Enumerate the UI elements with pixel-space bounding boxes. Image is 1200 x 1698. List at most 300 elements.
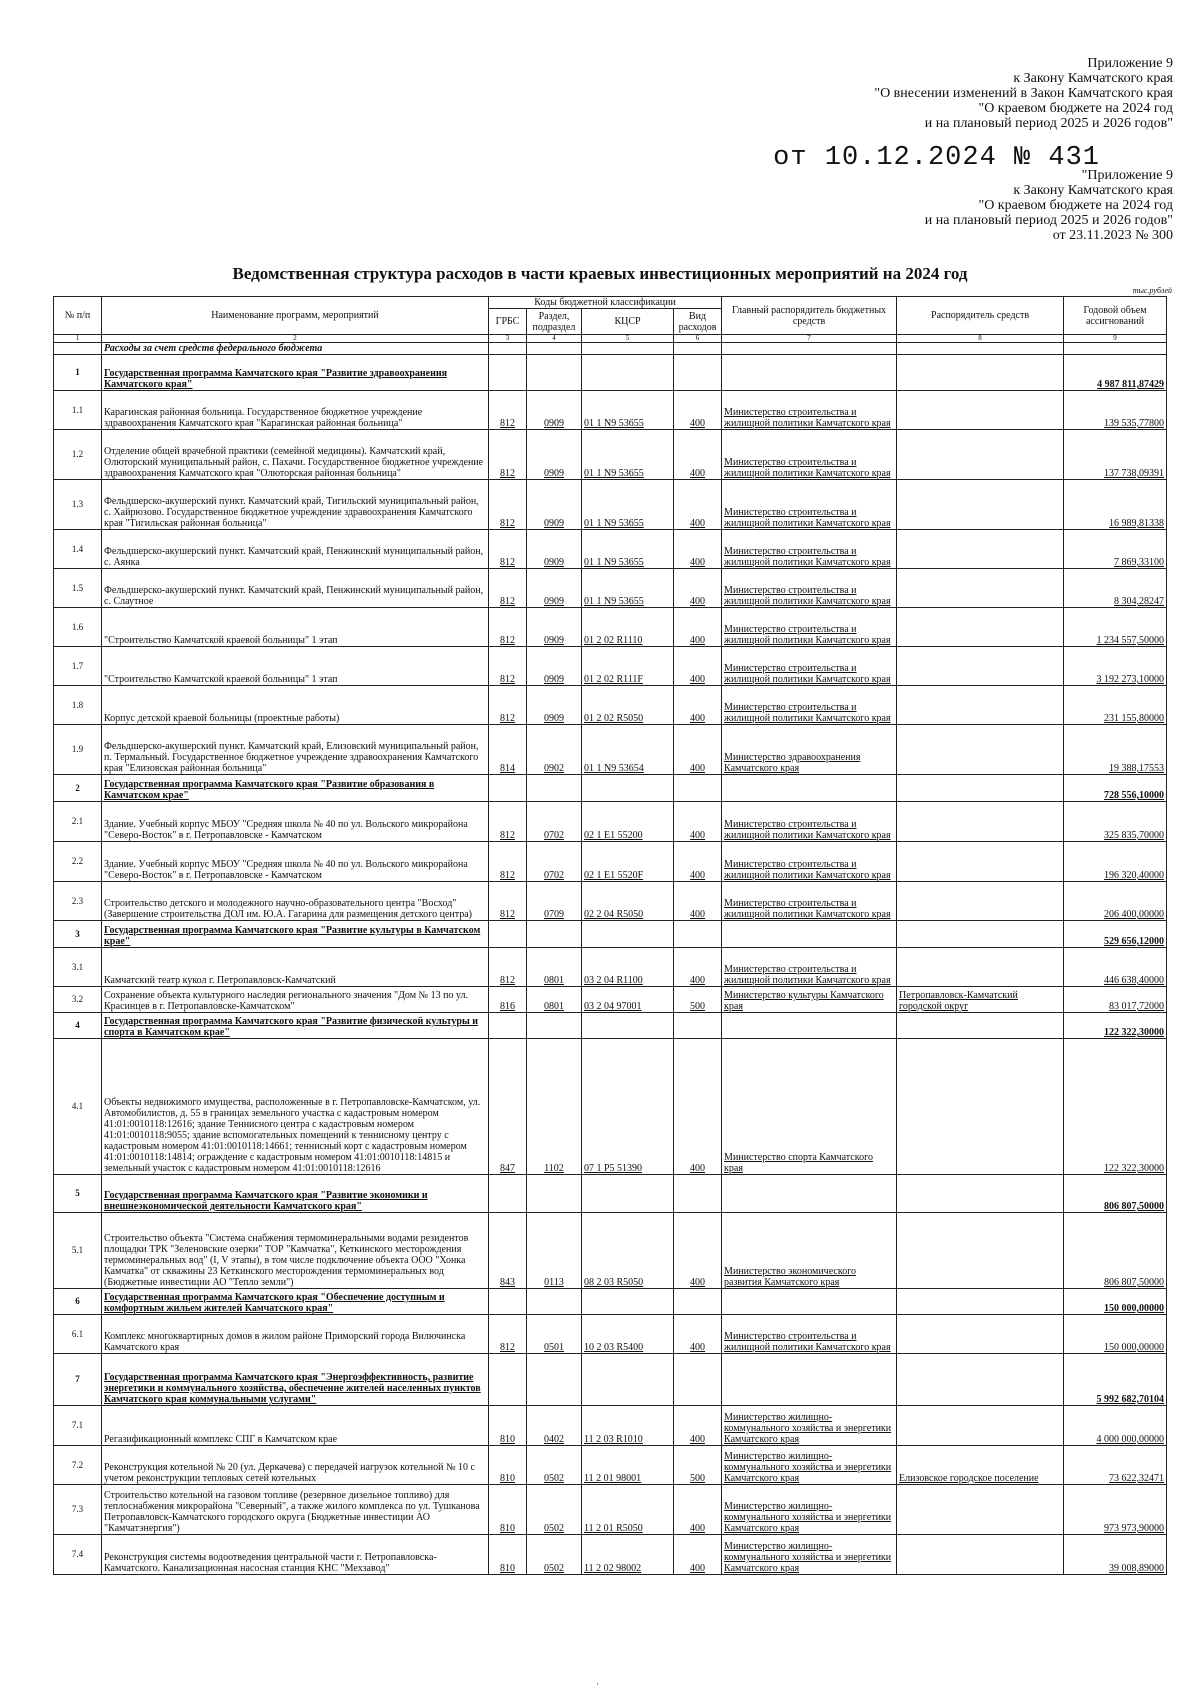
row-volume: 446 638,40000 — [1064, 948, 1167, 987]
col-kcsr: КЦСР — [582, 309, 674, 335]
row-volume: 4 000 000,00000 — [1064, 1406, 1167, 1446]
row-manager — [897, 1175, 1064, 1213]
table-row — [54, 1213, 1167, 1289]
row-volume: 73 622,32471 — [1064, 1446, 1167, 1485]
appendix-line: "О внесении изменений в Закон Камчатского края — [874, 86, 1173, 101]
row-name: "Строительство Камчатской краевой больницы" 1 этап — [102, 608, 489, 647]
row-manager — [897, 775, 1064, 802]
row-main-manager — [722, 775, 897, 802]
row-number: 5 — [54, 1175, 102, 1213]
row-name: Здание. Учебный корпус МБОУ "Средняя школа № 40 по ул. Вольского микрорайона "Северо-Восток" в г. Петропавловске - Камчатском — [102, 802, 489, 842]
row-name: Строительство котельной на газовом топливе (резервное дизельное топливо) для теплоснабжения микрорайона "Северный", а также жилого комплекса по ул. Тушканова Петропавловск-Камчатского городского округа (Бюджетные инвестиции АО "Камчатэнергия") — [102, 1485, 489, 1535]
row-grbs: 812 — [489, 480, 527, 530]
row-section: 0909 — [527, 430, 582, 480]
row-manager — [897, 802, 1064, 842]
column-index-row — [54, 335, 1167, 343]
row-name: "Строительство Камчатской краевой больницы" 1 этап — [102, 647, 489, 686]
row-manager — [897, 1213, 1064, 1289]
row-kcsr: 01 1 N9 53655 — [582, 530, 674, 569]
row-name: Государственная программа Камчатского края "Энергоэффективность, развитие энергетики и коммунального хозяйства, обеспечение жителей населенных пунктов Камчатского края коммунальными услугами" — [102, 1354, 489, 1406]
program-row — [54, 775, 1167, 802]
row-volume: 137 738,09391 — [1064, 430, 1167, 480]
col-main-manager: Главный распорядитель бюджетных средств — [722, 297, 897, 335]
row-kcsr — [582, 921, 674, 948]
row-main-manager: Министерство строительства и жилищной политики Камчатского края — [722, 802, 897, 842]
row-volume: 231 155,80000 — [1064, 686, 1167, 725]
row-main-manager: Министерство экономического развития Камчатского края — [722, 1213, 897, 1289]
row-grbs: 810 — [489, 1485, 527, 1535]
row-name: Реконструкция котельной № 20 (ул. Деркачева) с передачей нагрузок котельной № 10 с учетом реконструкции тепловых сетей котельных — [102, 1446, 489, 1485]
row-vid: 500 — [674, 1446, 722, 1485]
table-row — [54, 430, 1167, 480]
row-name: Государственная программа Камчатского края "Обеспечение доступным и комфортным жильем жителей Камчатского края" — [102, 1289, 489, 1315]
col-grbs: ГРБС — [489, 309, 527, 335]
row-section: 0909 — [527, 686, 582, 725]
prior-appendix-line: от 23.11.2023 № 300 — [1052, 228, 1173, 243]
row-kcsr — [582, 1289, 674, 1315]
row-section — [527, 1013, 582, 1039]
row-main-manager: Министерство строительства и жилищной политики Камчатского края — [722, 530, 897, 569]
row-kcsr: 01 1 N9 53655 — [582, 480, 674, 530]
budget-table — [53, 296, 1167, 1575]
row-manager — [897, 1406, 1064, 1446]
row-section: 0909 — [527, 391, 582, 430]
document-title: Ведомственная структура расходов в части краевых инвестиционных мероприятий на 2024 год — [232, 264, 968, 283]
row-grbs: 812 — [489, 842, 527, 882]
row-volume: 728 556,10000 — [1064, 775, 1167, 802]
row-volume: 8 304,28247 — [1064, 569, 1167, 608]
column-index: 8 — [897, 335, 1064, 343]
row-grbs: 812 — [489, 569, 527, 608]
row-manager: Елизовское городское поселение — [897, 1446, 1064, 1485]
row-volume: 83 017,72000 — [1064, 987, 1167, 1013]
row-manager — [897, 882, 1064, 921]
row-grbs — [489, 921, 527, 948]
row-kcsr: 11 2 03 R1010 — [582, 1406, 674, 1446]
row-main-manager — [722, 1175, 897, 1213]
row-volume: 5 992 682,70104 — [1064, 1354, 1167, 1406]
row-manager — [897, 1289, 1064, 1315]
row-number: 2 — [54, 775, 102, 802]
row-vid: 400 — [674, 647, 722, 686]
row-section — [527, 355, 582, 391]
table-row — [54, 1039, 1167, 1175]
row-grbs: 812 — [489, 1315, 527, 1354]
program-row — [54, 921, 1167, 948]
row-section: 0902 — [527, 725, 582, 775]
row-main-manager: Министерство спорта Камчатского края — [722, 1039, 897, 1175]
row-manager — [897, 569, 1064, 608]
row-grbs: 810 — [489, 1406, 527, 1446]
row-main-manager: Министерство здравоохранения Камчатского края — [722, 725, 897, 775]
row-main-manager — [722, 1354, 897, 1406]
row-number: 4.1 — [54, 1039, 102, 1175]
row-name: Карагинская районная больница. Государственное бюджетное учреждение здравоохранения Камчатского края "Карагинская районная больница" — [102, 391, 489, 430]
row-manager — [897, 1039, 1064, 1175]
row-kcsr — [582, 775, 674, 802]
row-name: Государственная программа Камчатского края "Развитие физической культуры и спорта в Камчатском крае" — [102, 1013, 489, 1039]
row-kcsr: 01 1 N9 53655 — [582, 430, 674, 480]
row-vid — [674, 775, 722, 802]
program-row — [54, 1354, 1167, 1406]
row-volume: 529 656,12000 — [1064, 921, 1167, 948]
row-vid: 400 — [674, 391, 722, 430]
row-number: 1.3 — [54, 480, 102, 530]
column-index: 6 — [674, 335, 722, 343]
row-kcsr: 07 1 P5 51390 — [582, 1039, 674, 1175]
row-main-manager: Министерство строительства и жилищной политики Камчатского края — [722, 686, 897, 725]
col-section: Раздел, подраздел — [527, 309, 582, 335]
row-volume: 122 322,30000 — [1064, 1039, 1167, 1175]
row-vid — [674, 1354, 722, 1406]
row-section: 0909 — [527, 608, 582, 647]
row-number: 1.2 — [54, 430, 102, 480]
row-kcsr — [582, 355, 674, 391]
row-manager — [897, 686, 1064, 725]
row-volume: 7 869,33100 — [1064, 530, 1167, 569]
row-kcsr: 02 2 04 R5050 — [582, 882, 674, 921]
row-volume: 150 000,00000 — [1064, 1315, 1167, 1354]
row-manager — [897, 921, 1064, 948]
row-number: 2.1 — [54, 802, 102, 842]
row-vid: 400 — [674, 882, 722, 921]
row-number: 7.3 — [54, 1485, 102, 1535]
table-row — [54, 1406, 1167, 1446]
row-name: Корпус детской краевой больницы (проектные работы) — [102, 686, 489, 725]
row-volume: 206 400,00000 — [1064, 882, 1167, 921]
row-section: 0402 — [527, 1406, 582, 1446]
table-row — [54, 987, 1167, 1013]
row-volume: 806 807,50000 — [1064, 1213, 1167, 1289]
column-index: 7 — [722, 335, 897, 343]
row-vid: 400 — [674, 948, 722, 987]
row-manager — [897, 1535, 1064, 1575]
row-grbs — [489, 775, 527, 802]
appendix-header — [874, 56, 1173, 131]
row-grbs: 810 — [489, 1446, 527, 1485]
row-vid: 400 — [674, 802, 722, 842]
row-name: Государственная программа Камчатского края "Развитие экономики и внешнеэкономической деятельности Камчатского края" — [102, 1175, 489, 1213]
table-row — [54, 569, 1167, 608]
row-name: Государственная программа Камчатского края "Развитие образования в Камчатском крае" — [102, 775, 489, 802]
row-grbs: 812 — [489, 882, 527, 921]
col-volume: Годовой объем ассигнований — [1064, 297, 1167, 335]
table-row — [54, 530, 1167, 569]
row-grbs: 816 — [489, 987, 527, 1013]
row-section: 0501 — [527, 1315, 582, 1354]
row-section — [527, 1289, 582, 1315]
row-number: 2.3 — [54, 882, 102, 921]
row-grbs — [489, 1289, 527, 1315]
row-main-manager: Министерство жилищно-коммунального хозяйства и энергетики Камчатского края — [722, 1485, 897, 1535]
column-index: 4 — [527, 335, 582, 343]
column-index: 1 — [54, 335, 102, 343]
row-number: 3.2 — [54, 987, 102, 1013]
row-vid: 400 — [674, 569, 722, 608]
row-name: Объекты недвижимого имущества, расположенные в г. Петропавловске-Камчатском, ул. Автомобилистов, д. 55 в границах земельного участка с кадастровым номером 41:01:0010118:12616; здание Теннисного центра с кадастровым номером 41:01:0010118:9055; здание вспомогательных помещений к теннисному центру с кадастровым номером 41:01:0010118:14661; теннисный корт с кадастровым номером 41:01:0010118:14814; ограждение с кадастровым номером 41:01:0010118:14815 и земельный участок с кадастровым номером 41:01:0010118:12616 — [102, 1039, 489, 1175]
row-main-manager — [722, 1013, 897, 1039]
prior-appendix-line: "Приложение 9 — [1081, 168, 1173, 183]
row-volume: 196 320,40000 — [1064, 842, 1167, 882]
row-grbs — [489, 1175, 527, 1213]
row-name: Фельдшерско-акушерский пункт. Камчатский край, Елизовский муниципальный район, п. Термальный. Государственное бюджетное учреждение здравоохранения Камчатского края "Елизовская районная больница" — [102, 725, 489, 775]
section-title: Расходы за счет средств федерального бюджета — [102, 343, 489, 355]
table-body — [54, 335, 1167, 1575]
row-section: 0909 — [527, 569, 582, 608]
page-mark: ˈ — [596, 1682, 600, 1693]
row-manager — [897, 842, 1064, 882]
program-row — [54, 1289, 1167, 1315]
row-main-manager — [722, 355, 897, 391]
row-number: 1.5 — [54, 569, 102, 608]
row-vid — [674, 355, 722, 391]
row-number: 1.8 — [54, 686, 102, 725]
row-section: 0801 — [527, 987, 582, 1013]
row-name: Камчатский театр кукол г. Петропавловск-Камчатский — [102, 948, 489, 987]
col-name: Наименование программ, мероприятий — [102, 297, 489, 335]
row-number: 3.1 — [54, 948, 102, 987]
row-volume: 3 192 273,10000 — [1064, 647, 1167, 686]
column-index: 2 — [102, 335, 489, 343]
row-grbs — [489, 1354, 527, 1406]
row-main-manager — [722, 1289, 897, 1315]
row-volume: 122 322,30000 — [1064, 1013, 1167, 1039]
row-main-manager: Министерство жилищно-коммунального хозяйства и энергетики Камчатского края — [722, 1406, 897, 1446]
row-name: Фельдшерско-акушерский пункт. Камчатский край, Пенжинский муниципальный район, с. Слаутное — [102, 569, 489, 608]
row-kcsr: 11 2 01 98001 — [582, 1446, 674, 1485]
row-number: 3 — [54, 921, 102, 948]
row-grbs — [489, 1013, 527, 1039]
row-vid — [674, 1175, 722, 1213]
row-section: 0502 — [527, 1485, 582, 1535]
row-main-manager: Министерство жилищно-коммунального хозяйства и энергетики Камчатского края — [722, 1535, 897, 1575]
row-kcsr: 11 2 02 98002 — [582, 1535, 674, 1575]
row-grbs: 810 — [489, 1535, 527, 1575]
row-name: Строительство детского и молодежного научно-образовательного центра "Восход" (Завершение строительства ДОЛ им. Ю.А. Гагарина для размещения детского центра) — [102, 882, 489, 921]
row-kcsr — [582, 1175, 674, 1213]
table-row — [54, 608, 1167, 647]
row-volume: 16 989,81338 — [1064, 480, 1167, 530]
row-section: 1102 — [527, 1039, 582, 1175]
row-vid: 400 — [674, 1406, 722, 1446]
row-kcsr: 03 2 04 97001 — [582, 987, 674, 1013]
row-vid: 400 — [674, 608, 722, 647]
row-volume: 139 535,77800 — [1064, 391, 1167, 430]
row-kcsr: 01 2 02 R5050 — [582, 686, 674, 725]
row-manager — [897, 355, 1064, 391]
row-vid: 400 — [674, 725, 722, 775]
row-main-manager: Министерство строительства и жилищной политики Камчатского края — [722, 569, 897, 608]
table-row — [54, 686, 1167, 725]
row-main-manager: Министерство строительства и жилищной политики Камчатского края — [722, 882, 897, 921]
prior-appendix-line: "О краевом бюджете на 2024 год — [978, 198, 1173, 213]
row-number: 1 — [54, 355, 102, 391]
row-kcsr — [582, 1013, 674, 1039]
row-grbs — [489, 355, 527, 391]
column-index: 5 — [582, 335, 674, 343]
row-kcsr: 02 1 E1 55200 — [582, 802, 674, 842]
row-section: 0702 — [527, 842, 582, 882]
row-main-manager: Министерство строительства и жилищной политики Камчатского края — [722, 647, 897, 686]
row-grbs: 812 — [489, 608, 527, 647]
row-name: Комплекс многоквартирных домов в жилом районе Приморский города Вилючинска Камчатского края — [102, 1315, 489, 1354]
row-name: Фельдшерско-акушерский пункт. Камчатский край, Тигильский муниципальный район, с. Хайрюзово. Государственное бюджетное учреждение здравоохранения Камчатского края "Тигильская районная больница" — [102, 480, 489, 530]
row-grbs: 843 — [489, 1213, 527, 1289]
row-vid — [674, 921, 722, 948]
row-vid: 400 — [674, 480, 722, 530]
row-grbs: 812 — [489, 686, 527, 725]
row-name: Государственная программа Камчатского края "Развитие здравоохранения Камчатского края" — [102, 355, 489, 391]
row-main-manager: Министерство строительства и жилищной политики Камчатского края — [722, 430, 897, 480]
row-name: Регазификационный комплекс СПГ в Камчатском крае — [102, 1406, 489, 1446]
row-grbs: 812 — [489, 647, 527, 686]
row-main-manager: Министерство строительства и жилищной политики Камчатского края — [722, 480, 897, 530]
col-codes: Коды бюджетной классификации — [489, 297, 722, 309]
appendix-line: "О краевом бюджете на 2024 год — [978, 101, 1173, 116]
program-row — [54, 355, 1167, 391]
row-volume: 806 807,50000 — [1064, 1175, 1167, 1213]
row-main-manager: Министерство строительства и жилищной политики Камчатского края — [722, 391, 897, 430]
row-kcsr: 01 1 N9 53655 — [582, 569, 674, 608]
row-number: 1.1 — [54, 391, 102, 430]
section-row — [54, 343, 1167, 355]
row-main-manager: Министерство строительства и жилищной политики Камчатского края — [722, 1315, 897, 1354]
row-kcsr: 10 2 03 R5400 — [582, 1315, 674, 1354]
row-number: 1.4 — [54, 530, 102, 569]
appendix-line: и на плановый период 2025 и 2026 годов" — [924, 116, 1173, 131]
table-row — [54, 391, 1167, 430]
row-kcsr: 01 1 N9 53654 — [582, 725, 674, 775]
row-volume: 19 388,17553 — [1064, 725, 1167, 775]
row-vid: 400 — [674, 1315, 722, 1354]
row-kcsr — [582, 1354, 674, 1406]
row-number: 7.1 — [54, 1406, 102, 1446]
row-main-manager: Министерство строительства и жилищной политики Камчатского края — [722, 948, 897, 987]
row-number: 1.6 — [54, 608, 102, 647]
row-manager — [897, 391, 1064, 430]
row-section: 0801 — [527, 948, 582, 987]
row-name: Государственная программа Камчатского края "Развитие культуры в Камчатском крае" — [102, 921, 489, 948]
row-section — [527, 775, 582, 802]
row-vid — [674, 1289, 722, 1315]
prior-appendix-line: к Закону Камчатского края — [1013, 183, 1173, 198]
row-section — [527, 1354, 582, 1406]
row-number: 5.1 — [54, 1213, 102, 1289]
row-number: 6 — [54, 1289, 102, 1315]
row-section: 0702 — [527, 802, 582, 842]
row-number: 1.9 — [54, 725, 102, 775]
table-row — [54, 1535, 1167, 1575]
appendix-line: к Закону Камчатского края — [1013, 71, 1173, 86]
row-name: Отделение общей врачебной практики (семейной медицины). Камчатский край, Олюторский муниципальный район, с. Пахачи. Государственное бюджетное учреждение здравоохранения Камчатского края "Олюторская районная больница" — [102, 430, 489, 480]
row-section: 0709 — [527, 882, 582, 921]
row-section: 0502 — [527, 1535, 582, 1575]
row-kcsr: 02 1 E1 5520F — [582, 842, 674, 882]
row-vid: 400 — [674, 1485, 722, 1535]
row-grbs: 814 — [489, 725, 527, 775]
row-number: 6.1 — [54, 1315, 102, 1354]
row-number: 7.2 — [54, 1446, 102, 1485]
units-label: тыс.рублей — [1132, 286, 1172, 295]
row-vid: 500 — [674, 987, 722, 1013]
row-manager — [897, 1354, 1064, 1406]
table-row — [54, 647, 1167, 686]
row-manager — [897, 430, 1064, 480]
row-manager — [897, 1315, 1064, 1354]
row-vid: 400 — [674, 1039, 722, 1175]
row-section: 0502 — [527, 1446, 582, 1485]
row-volume: 1 234 557,50000 — [1064, 608, 1167, 647]
row-section: 0113 — [527, 1213, 582, 1289]
row-number: 2.2 — [54, 842, 102, 882]
row-volume: 973 973,90000 — [1064, 1485, 1167, 1535]
row-section — [527, 921, 582, 948]
row-name: Реконструкция системы водоотведения центральной части г. Петропавловска-Камчатского. Канализационная насосная станция КНС "Мехзавод" — [102, 1535, 489, 1575]
row-main-manager: Министерство жилищно-коммунального хозяйства и энергетики Камчатского края — [722, 1446, 897, 1485]
row-name: Здание. Учебный корпус МБОУ "Средняя школа № 40 по ул. Вольского микрорайона "Северо-Восток" в г. Петропавловске - Камчатском — [102, 842, 489, 882]
row-kcsr: 08 2 03 R5050 — [582, 1213, 674, 1289]
row-manager — [897, 725, 1064, 775]
row-vid: 400 — [674, 842, 722, 882]
row-grbs: 812 — [489, 530, 527, 569]
row-volume: 325 835,70000 — [1064, 802, 1167, 842]
row-main-manager — [722, 921, 897, 948]
row-grbs: 812 — [489, 430, 527, 480]
column-index: 9 — [1064, 335, 1167, 343]
row-manager — [897, 480, 1064, 530]
column-index: 3 — [489, 335, 527, 343]
table-row — [54, 1315, 1167, 1354]
row-volume: 150 000,00000 — [1064, 1289, 1167, 1315]
row-manager — [897, 608, 1064, 647]
row-manager — [897, 530, 1064, 569]
table-row — [54, 842, 1167, 882]
row-number: 7 — [54, 1354, 102, 1406]
row-vid: 400 — [674, 1213, 722, 1289]
row-vid: 400 — [674, 686, 722, 725]
row-grbs: 812 — [489, 391, 527, 430]
row-kcsr: 03 2 04 R1100 — [582, 948, 674, 987]
col-manager: Распорядитель средств — [897, 297, 1064, 335]
row-section — [527, 1175, 582, 1213]
row-kcsr: 01 2 02 R1110 — [582, 608, 674, 647]
row-kcsr: 01 2 02 R111F — [582, 647, 674, 686]
row-volume: 39 008,89000 — [1064, 1535, 1167, 1575]
row-name: Фельдшерско-акушерский пункт. Камчатский край, Пенжинский муниципальный район, с. Аянка — [102, 530, 489, 569]
table-row — [54, 882, 1167, 921]
table-row — [54, 1485, 1167, 1535]
row-manager — [897, 647, 1064, 686]
row-vid: 400 — [674, 430, 722, 480]
row-name: Сохранение объекта культурного наследия регионального значения "Дом № 13 по ул. Красинцев в г. Петропавловске-Камчатском" — [102, 987, 489, 1013]
row-manager — [897, 1485, 1064, 1535]
program-row — [54, 1175, 1167, 1213]
table-row — [54, 802, 1167, 842]
row-section: 0909 — [527, 647, 582, 686]
row-main-manager: Министерство строительства и жилищной политики Камчатского края — [722, 842, 897, 882]
col-num: № п/п — [54, 297, 102, 335]
row-volume: 4 987 811,87429 — [1064, 355, 1167, 391]
row-number: 1.7 — [54, 647, 102, 686]
row-vid: 400 — [674, 1535, 722, 1575]
row-grbs: 812 — [489, 948, 527, 987]
row-main-manager: Министерство культуры Камчатского края — [722, 987, 897, 1013]
prior-appendix-line: и на плановый период 2025 и 2026 годов" — [924, 213, 1173, 228]
row-number: 7.4 — [54, 1535, 102, 1575]
law-date-stamp: от 10.12.2024 № 431 — [773, 143, 1100, 173]
col-vid: Вид расходов — [674, 309, 722, 335]
table-row — [54, 1446, 1167, 1485]
